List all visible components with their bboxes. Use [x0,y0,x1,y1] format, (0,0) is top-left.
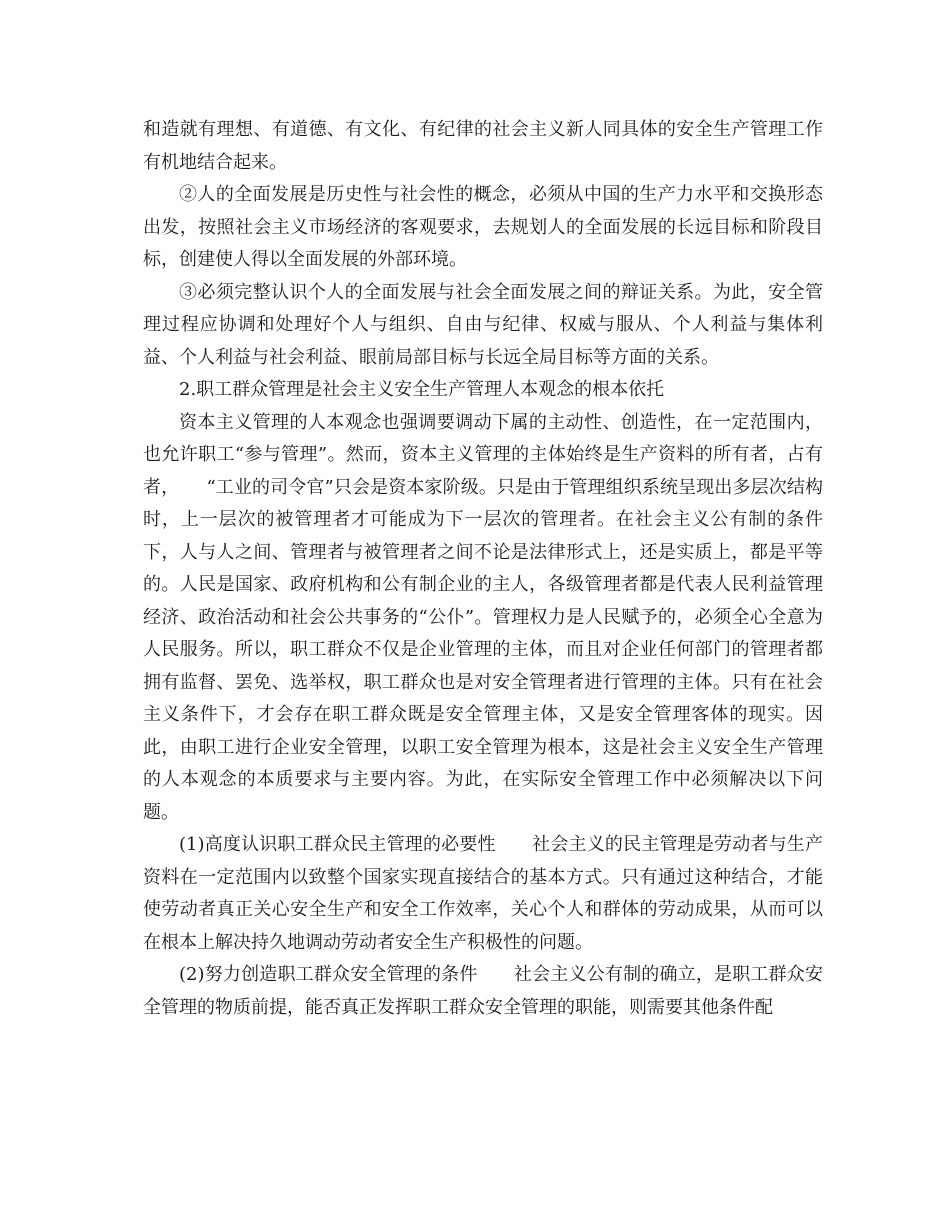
paragraph-7: (2)努力创造职工群众安全管理的条件 社会主义公有制的确立，是职工群众安全管理的物质前提，能否真正发挥职工群众安全管理的职能，则需要其他条件配 [143,964,823,1018]
section-heading: 2.职工群众管理是社会主义安全生产管理人本观念的根本依托 [179,379,665,400]
paragraph-2: ②人的全面发展是历史性与社会性的概念，必须从中国的生产力水平和交换形态出发，按照社会主义市场经济的客观要求，去规划人的全面发展的长远目标和阶段目标，创建使人得以全面发展的外部环境。 [143,184,823,270]
document-body [143,114,823,1024]
paragraph-6: (1)高度认识职工群众民主管理的必要性 社会主义的民主管理是劳动者与生产资料在一定范围内以致整个国家实现直接结合的基本方式。只有通过这种结合，才能使劳动者真正关心安全生产和安全工作效率，关心个人和群体的劳动成果，从而可以在根本上解决持久地调动劳动者安全生产积极性的问题。 [143,834,823,953]
paragraph-1: 和造就有理想、有道德、有文化、有纪律的社会主义新人同具体的安全生产管理工作有机地结合起来。 [143,119,823,173]
paragraph-5: 资本主义管理的人本观念也强调要调动下属的主动性、创造性，在一定范围内，也允许职工“参与管理”。然而，资本主义管理的主体始终是生产资料的所有者，占有者， “工业的司令官”只会是资本家阶级。只是由于管理组织系统呈现出多层次结构时，上一层次的被管理者才可能成为下一层次的管理者。在社会主义公有制的条件下，人与人之间、管理者与被管理者之间不论是法律形式上，还是实质上，都是平等的。人民是国家、政府机构和公有制企业的主人，各级管理者都是代表人民利益管理经济、政治活动和社会公共事务的“公仆”。管理权力是人民赋予的，必须全心全意为人民服务。所以，职工群众不仅是企业管理的主体，而且对企业任何部门的管理者都拥有监督、罢免、选举权，职工群众也是对安全管理者进行管理的主体。只有在社会主义条件下，才会存在职工群众既是安全管理主体，又是安全管理客体的现实。因此，由职工进行企业安全管理，以职工安全管理为根本，这是社会主义安全生产管理的人本观念的本质要求与主要内容。为此，在实际安全管理工作中必须解决以下问题。 [143,411,823,823]
paragraph-3: ③必须完整认识个人的全面发展与社会全面发展之间的辩证关系。为此，安全管理过程应协调和处理好个人与组织、自由与纪律、权威与服从、个人利益与集体利益、个人利益与社会利益、眼前局部目标与长远全局目标等方面的关系。 [143,281,823,368]
